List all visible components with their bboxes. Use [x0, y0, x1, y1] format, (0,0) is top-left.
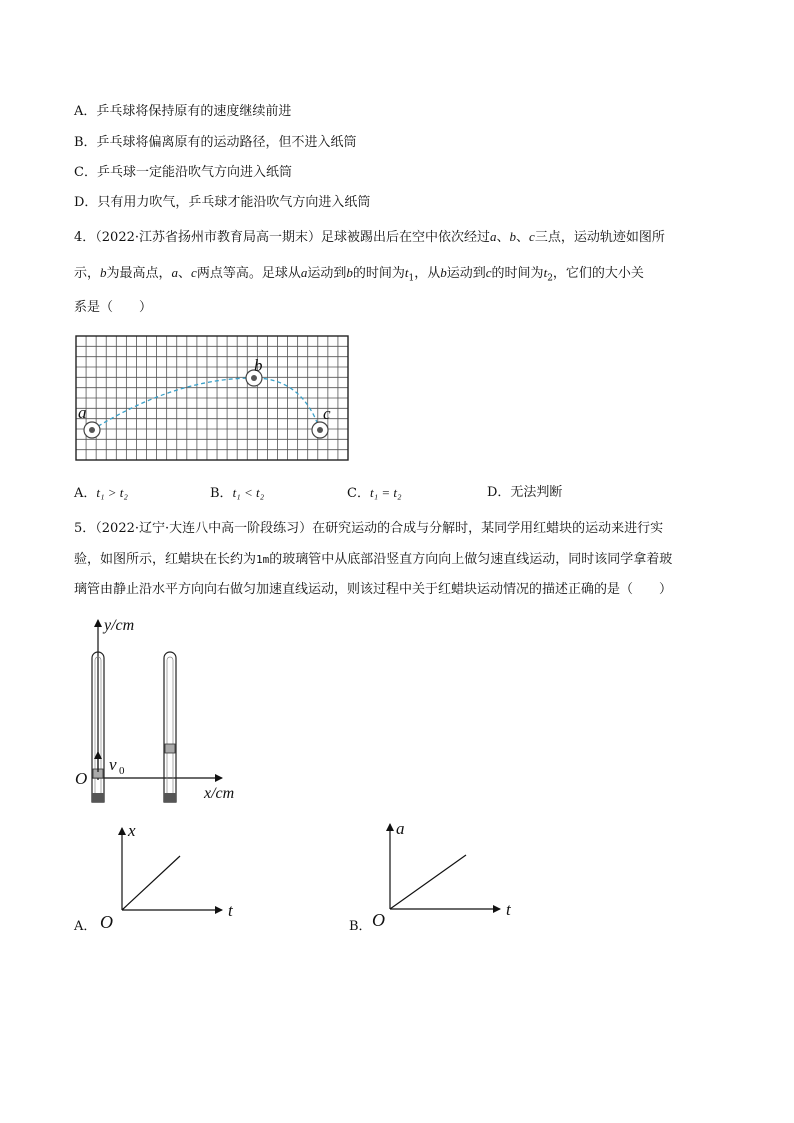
horizontal-axis-label: t — [506, 900, 511, 919]
origin-label: O — [100, 912, 113, 930]
y-axis-label-var: y/cm — [104, 617, 135, 634]
q5-stem-line1: 5．（2022·辽宁·大连八中高一阶段练习）在研究运动的合成与分解时，某同学用红蜡块的运动来进行实 — [74, 521, 664, 536]
q3-option-d: D．只有用力吹气，乒乓球才能沿吹气方向进入纸筒 — [74, 195, 371, 210]
label-b: b — [254, 356, 263, 375]
vertical-axis-label: x — [128, 822, 136, 840]
q4-option-b: B．t₁ < t₂ — [210, 485, 265, 501]
q5-option-a-label: A． — [74, 919, 97, 934]
q3-option-a: A．乒乓球将保持原有的速度继续前进 — [74, 104, 292, 119]
label-a: a — [78, 403, 87, 422]
q5-tube-figure — [72, 612, 252, 804]
graph-line — [122, 856, 180, 910]
q4-option-d: D．无法判断 — [487, 485, 563, 500]
football-a-icon — [84, 422, 100, 438]
q5-option-b-label: B． — [349, 919, 372, 934]
q3-option-b: B．乒乓球将偏离原有的运动路径，但不进入纸筒 — [74, 135, 357, 150]
q4-trajectory-figure — [74, 334, 350, 462]
football-c-icon — [312, 422, 328, 438]
v0-label: v — [109, 755, 117, 774]
origin-label: O — [372, 910, 385, 930]
q5-stem-line3: 璃管由静止沿水平方向向右做匀加速直线运动，则该过程中关于红蜡块运动情况的描述正确的是（ ） — [74, 582, 673, 597]
v0-subscript: 0 — [119, 765, 125, 777]
q4-option-a: A．t₁ > t₂ — [74, 485, 128, 501]
origin-label: O — [75, 769, 88, 788]
q4-option-c: C．t₁ = t₂ — [347, 485, 402, 501]
horizontal-axis-label: t — [228, 901, 233, 920]
label-c: c — [323, 404, 331, 423]
q3-option-c: C．乒乓球一定能沿吹气方向进入纸筒 — [74, 165, 292, 180]
grid-lines — [76, 336, 348, 460]
red-wax-block-moved — [165, 744, 175, 753]
vertical-axis-label: a — [396, 819, 405, 838]
q5-option-a-graph — [96, 822, 241, 930]
x-axis-label: x/cm — [204, 785, 235, 802]
q4-stem-line1: 4．（2022·江苏省扬州市教育局高一期末）足球被踢出后在空中依次经过a、b、c三点，运动轨迹如图所 — [74, 229, 665, 245]
q5-stem-line2: 验，如图所示，红蜡块在长约为1m的玻璃管中从底部沿竖直方向向上做匀速直线运动，同时该同学拿着玻 — [74, 552, 673, 567]
graph-line — [390, 855, 466, 909]
q5-option-b-graph — [366, 818, 521, 930]
q4-stem-line3: 系是（ ） — [74, 300, 153, 315]
glass-tube-right — [164, 652, 176, 802]
q4-stem-line2: 示，b为最高点，a、c两点等高。足球从a运动到b的时间为$t_1$，从b运动到c的时间为$t_2$，它们的大小关 — [74, 265, 644, 284]
